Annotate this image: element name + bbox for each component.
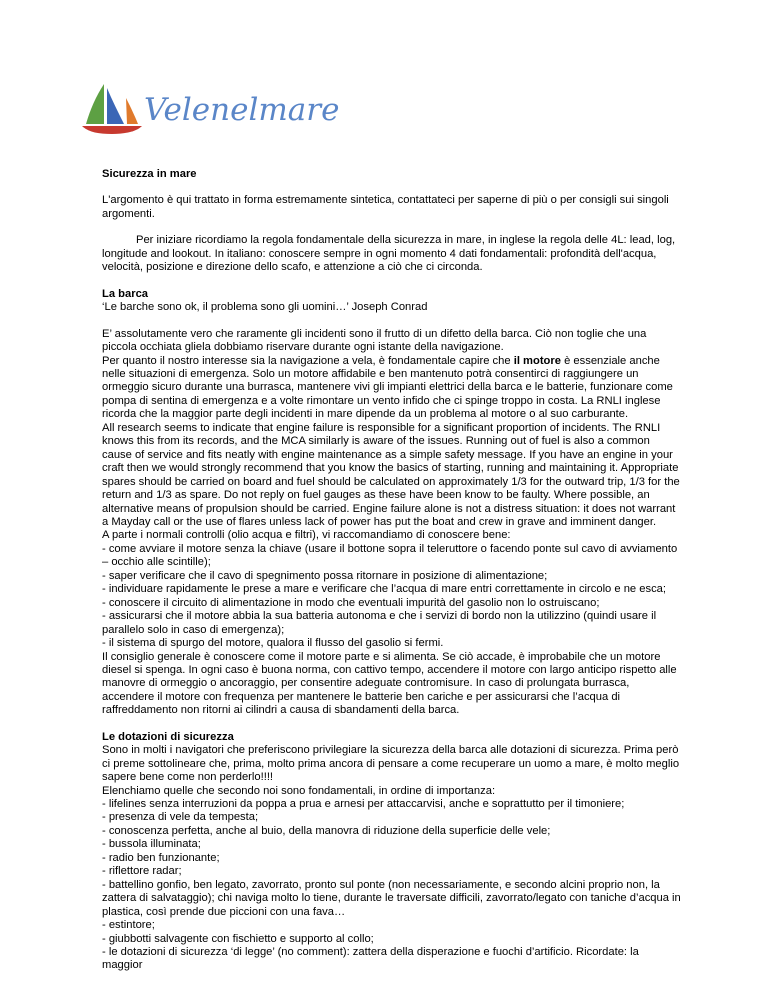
- rule-paragraph: Per iniziare ricordiamo la regola fondamentale della sicurezza in mare, in inglese la regola delle 4L: lead, log, longitude and lookout. In italiano: conoscere sempre in ogni momento 4 dati fondamentali: profondità dell'acqua, velocità, posizione e direzione dello scafo, e attenzione a ciò che ci circonda.: [102, 234, 676, 274]
- engine-list-item: - il sistema di spurgo del motore, qualora il flusso del gasolio si fermi.: [102, 637, 444, 650]
- safety-list-item: - lifelines senza interruzioni da poppa a prua e arnesi per attaccarvisi, anche e soprattutto per il timoniere;: [102, 798, 625, 811]
- intro-paragraph: L'argomento è qui trattato in forma estremamente sintetica, contattateci per saperne di più o per consigli sui singoli argomenti.: [102, 194, 669, 220]
- blue-sail-shape: [107, 88, 124, 124]
- engine-list-item: - conoscere il circuito di alimentazione in modo che eventuali impurità del gasolio non lo ostruiscano;: [102, 596, 600, 609]
- barca-paragraph-2-start: Per quanto il nostro interesse sia la navigazione a vela, è fondamentale capire che: [102, 354, 514, 367]
- safety-list-item: - bussola illuminata;: [102, 838, 201, 851]
- motore-bold-text: il motore: [513, 354, 561, 367]
- engine-list-item: - assicurarsi che il motore abbia la sua batteria autonoma e che i servizi di bordo non la utilizzino (quindi usare il parallelo solo in caso di emergenza);: [102, 610, 657, 636]
- logo-text: Velenelmare: [144, 92, 340, 128]
- barca-paragraph-2-end: è essenziale anche nelle situazioni di emergenza. Solo un motore affidabile e ben mantenuto potrà consentirci di raggiungere un ormeggio sicuro durante una burrasca, mantenere vivi gli impianti elettrici della barca e le batterie, funzionare come pompa di sentina di emergenza e a volte rimontare un vento infido che ci spinge troppo in costa. La RNLI inglese ricorda che la maggior parte degli incidenti in mare dipende da un problema al motore o al suo carburante.: [102, 354, 673, 421]
- safety-list-item: - battellino gonfio, ben legato, zavorrato, pronto sul ponte (non necessariamente, e secondo alcini proprio non, la zattera di salvataggio); chi naviga molto lo tiene, durante le traversate difficili, zavorrato/legato con taniche d’acqua in plastica, così prende due piccioni con una fava…: [102, 878, 681, 918]
- engine-list-item: - saper verificare che il cavo di spegnimento possa ritornare in posizione di alimentazione;: [102, 569, 548, 582]
- safety-list-item: - radio ben funzionante;: [102, 851, 220, 864]
- section-heading-la-barca: La barca: [102, 287, 149, 300]
- orange-sail-shape: [126, 98, 138, 124]
- sailboat-logo-icon: [78, 80, 340, 136]
- safety-list-item: - presenza di vele da tempesta;: [102, 811, 259, 824]
- safety-list-item: - estintore;: [102, 919, 155, 932]
- section-heading-dotazioni: Le dotazioni di sicurezza: [102, 730, 234, 743]
- engine-list-item: - come avviare il motore senza la chiave (usare il bottone sopra il teleruttore o facendo ponte sul cavo di avviamento – occhio alle scintille);: [102, 542, 678, 569]
- barca-paragraph-2: [102, 355, 682, 422]
- english-paragraph: All research seems to indicate that engine failure is responsible for a significant proportion of incidents. The RNLI knows this from its records, and the MCA similarly is aware of the issues. Running out of fuel is also a common cause of service and fits neatly with engine maintenance as a simple safety message. If you have an engine in your craft then we would strongly recommend that you know the basics of starting, running and maintaining it. Appropriate spares should be carried on board and fuel should be calculated on approximately 1/3 for the outward trip, 1/3 for the return and 1/3 as spare. Do not reply on fuel gauges as these have been know to be faulty. Where possible, an alternative means of propulsion should be carried. Engine failure alone is not a distress situation: it does not warrant a Mayday call or the use of flares unless lack of power has put the boat and crew in grave and imminent danger.: [102, 421, 680, 528]
- conrad-quote: ‘Le barche sono ok, il problema sono gli uomini…’ Joseph Conrad: [102, 301, 428, 314]
- controls-intro: A parte i normali controlli (olio acqua e filtri), vi raccomandiamo di conoscere bene:: [102, 529, 511, 542]
- barca-paragraph-1: E’ assolutamente vero che raramente gli incidenti sono il frutto di un difetto della barca. Ciò non toglie che una piccola occhiata gliela dobbiamo riservare durante ogni istante della navigazione.: [102, 327, 647, 354]
- safety-list-item: - le dotazioni di sicurezza ‘di legge’ (no comment): zattera della disperazione e fuochi d’artificio. Ricordate: la maggior: [102, 946, 639, 972]
- safety-list-item: - riflettore radar;: [102, 865, 182, 878]
- engine-advice-paragraph: Il consiglio generale è conoscere come il motore parte e si alimenta. Se ciò accade, è improbabile che un motore diesel si spenga. In ogni caso è buona norma, con cattivo tempo, accendere il motore con largo anticipo rispetto alle manovre di ormeggio o ancoraggio, per consentire adeguate contromisure. In caso di prolungata burrasca, accendere il motore con frequenza per mantenere le batterie ben cariche e per assicurarsi che l’acqua di raffreddamento non ritorni ai cilindri a causa di sbandamenti della barca.: [102, 650, 677, 717]
- safety-list-item: - giubbotti salvagente con fischietto e supporto al collo;: [102, 932, 374, 945]
- engine-list-item: - individuare rapidamente le prese a mare e verificare che l’acqua di mare entri correttamente in circolo e ne esca;: [102, 583, 667, 596]
- dotazioni-paragraph-2: Elenchiamo quelle che secondo noi sono fondamentali, in ordine di importanza:: [102, 784, 496, 797]
- red-hull-shape: [82, 126, 142, 134]
- article-body: [102, 168, 682, 973]
- green-sail-shape: [86, 84, 104, 124]
- dotazioni-paragraph-1: Sono in molti i navigatori che preferiscono privilegiare la sicurezza della barca alle dotazioni di sicurezza. Prima però ci preme sottolineare che, prima, molto prima ancora di pensare a come recuperare un uomo a mare, è molto meglio sapere bene come non perderlo!!!!: [102, 744, 680, 784]
- safety-list-item: - conoscenza perfetta, anche al buio, della manovra di riduzione della superficie delle vele;: [102, 824, 551, 837]
- document-title: Sicurezza in mare: [102, 168, 197, 180]
- velenelmare-logo: [78, 80, 340, 136]
